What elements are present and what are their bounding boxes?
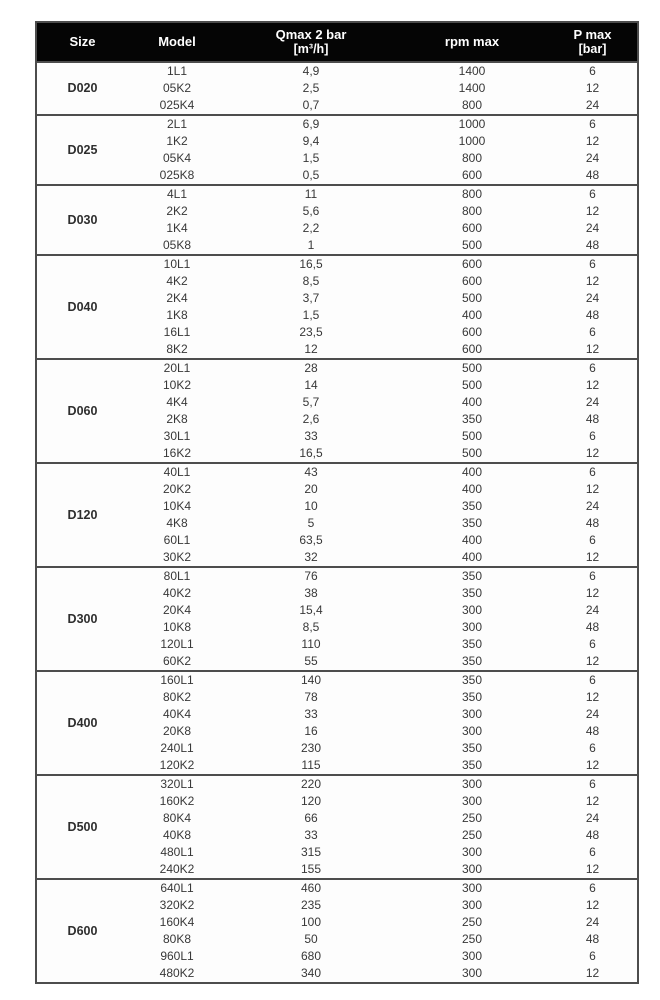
rpm-cell: 300: [461, 898, 483, 912]
model-cell: 240K2: [159, 862, 195, 876]
qmax-cell: 33: [304, 707, 318, 721]
model-cell: 480L1: [160, 845, 194, 859]
pmax-cell: 12: [585, 794, 600, 808]
pmax-cell: 6: [589, 361, 596, 375]
model-cell: 60L1: [163, 533, 191, 547]
rpm-cell: 300: [461, 707, 483, 721]
pmax-cell: 12: [585, 966, 600, 980]
rpm-cell: 600: [461, 257, 483, 271]
rpm-cell: 350: [461, 569, 483, 583]
size-group-d030: [36, 185, 638, 255]
table-row: [36, 62, 638, 80]
model-cell: 16L1: [163, 325, 191, 339]
qmax-cell: 460: [300, 881, 322, 895]
qmax-cell: 2,6: [302, 412, 320, 426]
pmax-cell: 12: [585, 690, 600, 704]
model-cell: 640L1: [160, 881, 194, 895]
pmax-cell: 12: [585, 586, 600, 600]
size-cell: D060: [67, 403, 98, 418]
rpm-cell: 350: [461, 586, 483, 600]
model-cell: 4K2: [166, 274, 188, 288]
size-group-d500: [36, 775, 638, 879]
size-cell: D120: [67, 507, 98, 522]
size-cell: D030: [67, 212, 98, 227]
size-group-d025: [36, 115, 638, 185]
size-group-d020: [36, 62, 638, 115]
table-header-row: [36, 22, 638, 62]
qmax-cell: 1: [307, 238, 315, 252]
qmax-cell: 14: [304, 378, 318, 392]
pmax-cell: 6: [589, 465, 596, 479]
column-header-unit: [m³/h]: [293, 42, 329, 56]
qmax-cell: 33: [304, 429, 318, 443]
pmax-cell: 12: [585, 81, 600, 95]
rpm-cell: 800: [461, 98, 483, 112]
rpm-cell: 250: [461, 915, 483, 929]
pmax-cell: 12: [585, 654, 600, 668]
rpm-cell: 500: [461, 238, 483, 252]
pmax-cell: 6: [589, 881, 596, 895]
size-group-d040: [36, 255, 638, 359]
model-cell: 30K2: [162, 550, 192, 564]
pmax-cell: 12: [585, 134, 600, 148]
pmax-cell: 48: [585, 620, 600, 634]
model-cell: 10K2: [162, 378, 192, 392]
pmax-cell: 12: [585, 274, 600, 288]
qmax-cell: 15,4: [299, 603, 323, 617]
model-cell: 80L1: [163, 569, 191, 583]
pmax-cell: 24: [585, 151, 600, 165]
table-row: [36, 255, 638, 273]
pmax-cell: 6: [589, 741, 596, 755]
size-cell: D020: [67, 81, 98, 95]
qmax-cell: 155: [300, 862, 322, 876]
rpm-cell: 600: [461, 168, 483, 182]
qmax-cell: 10: [304, 499, 318, 513]
pmax-cell: 12: [585, 482, 600, 496]
rpm-cell: 250: [461, 828, 483, 842]
model-cell: 160K2: [159, 794, 195, 808]
pmax-cell: 24: [585, 98, 600, 112]
pmax-cell: 12: [585, 862, 600, 876]
pmax-cell: 12: [585, 550, 600, 564]
pmax-cell: 6: [589, 777, 596, 791]
rpm-cell: 500: [461, 291, 483, 305]
size-cell: D300: [67, 611, 98, 626]
model-cell: 4K8: [166, 516, 188, 530]
size-group-d300: [36, 567, 638, 671]
rpm-cell: 350: [461, 690, 483, 704]
rpm-cell: 350: [461, 654, 483, 668]
model-cell: 8K2: [166, 342, 188, 356]
rpm-cell: 400: [461, 395, 483, 409]
qmax-cell: 2,2: [302, 221, 320, 235]
rpm-cell: 600: [461, 325, 483, 339]
pmax-cell: 48: [585, 168, 600, 182]
size-cell: D025: [67, 142, 98, 157]
qmax-cell: 140: [300, 673, 322, 687]
pmax-cell: 6: [589, 637, 596, 651]
table-row: [36, 115, 638, 133]
model-cell: 40K8: [162, 828, 192, 842]
rpm-cell: 500: [461, 361, 483, 375]
column-header-model: [128, 22, 226, 62]
rpm-cell: 300: [461, 966, 483, 980]
qmax-cell: 32: [304, 550, 318, 564]
rpm-cell: 350: [461, 499, 483, 513]
model-cell: 2K4: [166, 291, 188, 305]
qmax-cell: 63,5: [299, 533, 323, 547]
pmax-cell: 48: [585, 724, 600, 738]
model-cell: 20K2: [162, 482, 192, 496]
table-row: [36, 567, 638, 585]
column-header-label: Size: [69, 34, 96, 49]
column-header-qmax: [226, 22, 396, 62]
model-cell: 1K2: [166, 134, 188, 148]
pmax-cell: 48: [585, 932, 600, 946]
qmax-cell: 8,5: [302, 620, 320, 634]
model-cell: 4L1: [166, 187, 188, 201]
qmax-cell: 5,6: [302, 204, 320, 218]
size-cell: D500: [67, 819, 98, 834]
size-group-d120: [36, 463, 638, 567]
size-cell: D400: [67, 715, 98, 730]
qmax-cell: 5: [307, 516, 315, 530]
qmax-cell: 33: [304, 828, 318, 842]
pmax-cell: 6: [589, 429, 596, 443]
pmax-cell: 6: [589, 845, 596, 859]
model-cell: 480K2: [159, 966, 195, 980]
column-header-pmax: [548, 22, 638, 62]
model-cell: 960L1: [160, 949, 194, 963]
rpm-cell: 500: [461, 378, 483, 392]
rpm-cell: 1000: [458, 117, 486, 131]
model-cell: 16K2: [162, 446, 192, 460]
rpm-cell: 300: [461, 724, 483, 738]
rpm-cell: 1400: [458, 64, 486, 78]
table-row: [36, 359, 638, 377]
pmax-cell: 6: [589, 949, 596, 963]
pmax-cell: 48: [585, 828, 600, 842]
qmax-cell: 2,5: [302, 81, 320, 95]
pmax-cell: 48: [585, 412, 600, 426]
rpm-cell: 300: [461, 777, 483, 791]
model-cell: 40K2: [162, 586, 192, 600]
model-cell: 1K4: [166, 221, 188, 235]
pmax-cell: 24: [585, 221, 600, 235]
model-cell: 05K2: [162, 81, 192, 95]
table-row: [36, 185, 638, 203]
pmax-cell: 24: [585, 499, 600, 513]
rpm-cell: 350: [461, 741, 483, 755]
pmax-cell: 24: [585, 395, 600, 409]
qmax-cell: 115: [301, 758, 321, 772]
pmax-cell: 12: [585, 758, 600, 772]
pmax-cell: 48: [585, 308, 600, 322]
qmax-cell: 5,7: [302, 395, 320, 409]
pmax-cell: 12: [585, 898, 600, 912]
rpm-cell: 300: [461, 603, 483, 617]
model-cell: 40L1: [163, 465, 191, 479]
rpm-cell: 400: [461, 550, 483, 564]
rpm-cell: 400: [461, 465, 483, 479]
model-cell: 240L1: [160, 741, 194, 755]
qmax-cell: 230: [300, 741, 322, 755]
rpm-cell: 300: [461, 794, 483, 808]
model-cell: 20K8: [162, 724, 192, 738]
model-cell: 4K4: [166, 395, 188, 409]
model-cell: 160L1: [160, 673, 194, 687]
model-cell: 2K8: [166, 412, 188, 426]
qmax-cell: 315: [300, 845, 322, 859]
model-cell: 1L1: [166, 64, 188, 78]
pmax-cell: 6: [589, 257, 596, 271]
size-group-d060: [36, 359, 638, 463]
qmax-cell: 11: [304, 187, 318, 201]
rpm-cell: 300: [461, 881, 483, 895]
model-cell: 80K4: [162, 811, 192, 825]
rpm-cell: 500: [461, 429, 483, 443]
model-cell: 1K8: [166, 308, 188, 322]
column-header-size: [36, 22, 128, 62]
pmax-cell: 12: [585, 446, 600, 460]
rpm-cell: 350: [461, 412, 483, 426]
qmax-cell: 3,7: [302, 291, 320, 305]
qmax-cell: 28: [304, 361, 318, 375]
rpm-cell: 600: [461, 342, 483, 356]
size-group-d400: [36, 671, 638, 775]
pmax-cell: 24: [585, 915, 600, 929]
qmax-cell: 12: [304, 342, 318, 356]
pmax-cell: 24: [585, 603, 600, 617]
model-cell: 80K2: [162, 690, 192, 704]
qmax-cell: 0,7: [302, 98, 320, 112]
rpm-cell: 300: [461, 862, 483, 876]
table-row: [36, 879, 638, 897]
qmax-cell: 16: [304, 724, 318, 738]
qmax-cell: 16,5: [299, 446, 323, 460]
model-cell: 2L1: [166, 117, 188, 131]
qmax-cell: 78: [304, 690, 318, 704]
model-cell: 40K4: [162, 707, 192, 721]
model-cell: 80K8: [162, 932, 192, 946]
qmax-cell: 340: [300, 966, 322, 980]
rpm-cell: 400: [461, 482, 483, 496]
rpm-cell: 800: [461, 187, 483, 201]
qmax-cell: 100: [300, 915, 322, 929]
qmax-cell: 23,5: [299, 325, 323, 339]
qmax-cell: 50: [304, 932, 318, 946]
qmax-cell: 76: [304, 569, 318, 583]
column-header-unit: [bar]: [578, 42, 607, 56]
qmax-cell: 120: [300, 794, 322, 808]
pmax-cell: 12: [585, 342, 600, 356]
rpm-cell: 350: [461, 673, 483, 687]
model-cell: 025K8: [159, 168, 195, 182]
rpm-cell: 300: [461, 620, 483, 634]
table-row: [36, 463, 638, 481]
rpm-cell: 300: [461, 845, 483, 859]
qmax-cell: 43: [304, 465, 318, 479]
pump-spec-table: [35, 21, 639, 984]
pmax-cell: 6: [589, 117, 596, 131]
qmax-cell: 55: [304, 654, 318, 668]
pmax-cell: 12: [585, 378, 600, 392]
pmax-cell: 6: [589, 533, 596, 547]
model-cell: 20K4: [162, 603, 192, 617]
rpm-cell: 350: [461, 516, 483, 530]
model-cell: 10K8: [162, 620, 192, 634]
rpm-cell: 350: [461, 637, 483, 651]
qmax-cell: 20: [304, 482, 318, 496]
model-cell: 05K4: [162, 151, 192, 165]
pmax-cell: 6: [589, 325, 596, 339]
rpm-cell: 250: [461, 932, 483, 946]
model-cell: 10L1: [163, 257, 191, 271]
model-cell: 160K4: [159, 915, 195, 929]
qmax-cell: 38: [304, 586, 318, 600]
pmax-cell: 6: [589, 64, 596, 78]
qmax-cell: 235: [300, 898, 322, 912]
rpm-cell: 400: [461, 308, 483, 322]
model-cell: 10K4: [162, 499, 192, 513]
pmax-cell: 24: [585, 811, 600, 825]
model-cell: 120K2: [159, 758, 195, 772]
column-header-label: rpm max: [444, 34, 500, 49]
qmax-cell: 1,5: [302, 151, 320, 165]
qmax-cell: 1,5: [302, 308, 320, 322]
rpm-cell: 250: [461, 811, 483, 825]
rpm-cell: 600: [461, 274, 483, 288]
qmax-cell: 9,4: [302, 134, 320, 148]
model-cell: 05K8: [162, 238, 192, 252]
pmax-cell: 24: [585, 707, 600, 721]
size-cell: D600: [67, 923, 98, 938]
rpm-cell: 400: [461, 533, 483, 547]
pmax-cell: 12: [585, 204, 600, 218]
rpm-cell: 600: [461, 221, 483, 235]
size-cell: D040: [67, 299, 98, 314]
model-cell: 120L1: [160, 637, 194, 651]
pmax-cell: 6: [589, 569, 596, 583]
pmax-cell: 6: [589, 187, 596, 201]
qmax-cell: 16,5: [299, 257, 323, 271]
model-cell: 025K4: [159, 98, 195, 112]
rpm-cell: 800: [461, 204, 483, 218]
model-cell: 2K2: [166, 204, 188, 218]
column-header-label: Qmax 2 bar: [275, 27, 347, 42]
rpm-cell: 300: [461, 949, 483, 963]
qmax-cell: 6,9: [302, 117, 320, 131]
table-row: [36, 671, 638, 689]
rpm-cell: 350: [461, 758, 483, 772]
qmax-cell: 4,9: [302, 64, 320, 78]
qmax-cell: 110: [301, 637, 321, 651]
rpm-cell: 1400: [458, 81, 486, 95]
column-header-label: Model: [158, 34, 196, 49]
column-header-label: P max: [573, 27, 612, 42]
size-group-d600: [36, 879, 638, 983]
pmax-cell: 48: [585, 516, 600, 530]
column-header-rpm-max: [396, 22, 548, 62]
qmax-cell: 8,5: [302, 274, 320, 288]
rpm-cell: 800: [461, 151, 483, 165]
model-cell: 320K2: [159, 898, 195, 912]
rpm-cell: 500: [461, 446, 483, 460]
pmax-cell: 6: [589, 673, 596, 687]
qmax-cell: 66: [304, 811, 318, 825]
rpm-cell: 1000: [458, 134, 486, 148]
pmax-cell: 48: [585, 238, 600, 252]
qmax-cell: 220: [300, 777, 322, 791]
qmax-cell: 0,5: [302, 168, 320, 182]
qmax-cell: 680: [300, 949, 322, 963]
model-cell: 30L1: [163, 429, 191, 443]
pmax-cell: 24: [585, 291, 600, 305]
table-row: [36, 775, 638, 793]
model-cell: 320L1: [160, 777, 194, 791]
model-cell: 20L1: [163, 361, 191, 375]
model-cell: 60K2: [162, 654, 192, 668]
